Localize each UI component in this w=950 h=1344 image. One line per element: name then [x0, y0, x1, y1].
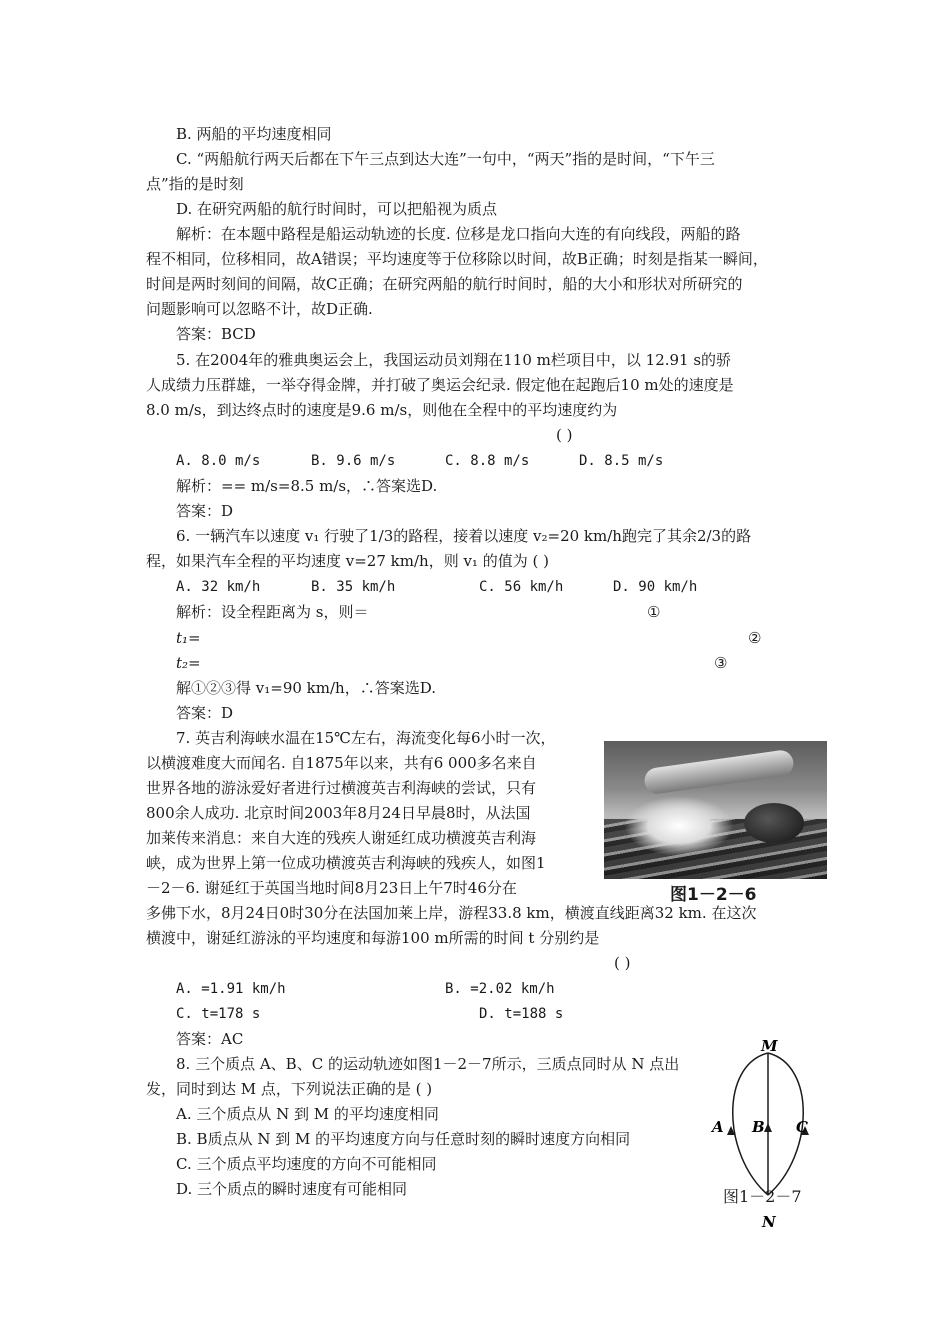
water-splash: [624, 796, 734, 856]
question-8-line2: 发，同时到达 M 点，下列说法正确的是 ( ): [146, 1080, 433, 1098]
analysis-q4-line4: 问题影响可以忽略不计，故D正确.: [146, 300, 373, 318]
answer-bracket-q5: ( ): [556, 426, 573, 444]
figure-caption-1-2-6: 图1－2－6: [670, 885, 757, 905]
question-7-line2: 以横渡难度大而闻名. 自1875年以来，共有6 000多名来自: [146, 754, 537, 772]
label-n: N: [762, 1213, 776, 1230]
option-c-q6: C. 56 km/h: [479, 579, 564, 595]
question-7-line4: 800余人成功. 北京时间2003年8月24日早晨8时，从法国: [146, 804, 531, 822]
equation-t1: t₁=: [176, 629, 201, 647]
question-7-line8: 多佛下水，8月24日0时30分在法国加莱上岸，游程33.8 km，横渡直线距离32 km. 在这次: [146, 904, 757, 922]
equation-number-1: ①: [647, 603, 661, 621]
label-c: C: [796, 1118, 808, 1136]
arrow-b: [764, 1123, 772, 1132]
label-a: A: [712, 1118, 724, 1136]
equation-number-3: ③: [714, 654, 728, 672]
option-b-q4: B. 两船的平均速度相同: [176, 125, 332, 143]
question-5: 5. 在2004年的雅典奥运会上，我国运动员刘翔在110 m栏项目中，以 12.91 s的骄: [176, 351, 732, 369]
question-5-line2: 人成绩力压群雄，一举夺得金牌，并打破了奥运会纪录. 假定他在起跑后10 m处的速度是: [146, 376, 734, 394]
figure-caption-1-2-7: 图1－2－7: [723, 1187, 802, 1206]
option-b-q8: B. B质点从 N 到 M 的平均速度方向与任意时刻的瞬时速度方向相同: [176, 1130, 631, 1148]
answer-q6: 答案：D: [176, 704, 234, 722]
option-a-q7: A. =1.91 km/h: [176, 981, 286, 997]
option-c-q4-cont: 点”指的是时刻: [146, 175, 244, 193]
label-m: M: [761, 1037, 778, 1055]
equation-number-2: ②: [748, 629, 762, 647]
option-d-q7: D. t=188 s: [479, 1006, 564, 1022]
question-6-line2: 程，如果汽车全程的平均速度 v=27 km/h，则 v₁ 的值为 ( ): [146, 552, 549, 570]
answer-q5: 答案：D: [176, 502, 234, 520]
analysis-q4-line3: 时间是两时刻间的间隔，故C正确；在研究两船的航行时间时，船的大小和形状对所研究的: [146, 275, 743, 293]
solution-q6: 解①②③得 v₁=90 km/h，∴答案选D.: [176, 679, 436, 697]
option-d-q6: D. 90 km/h: [613, 579, 698, 595]
question-7-line6: 峡，成为世界上第一位成功横渡英吉利海峡的残疾人，如图1: [146, 854, 546, 872]
answer-q4: 答案：BCD: [176, 325, 256, 343]
option-b-q6: B. 35 km/h: [311, 579, 396, 595]
question-6: 6. 一辆汽车以速度 v₁ 行驶了1/3的路程，接着以速度 v₂=20 km/h跑完了其余2/3的路: [176, 527, 752, 545]
analysis-q4: 解析：在本题中路程是船运动轨迹的长度. 位移是龙口指向大连的有向线段，两船的路: [176, 225, 741, 243]
question-7-line7: －2－6. 谢延红于英国当地时间8月23日上午7时46分在: [146, 879, 517, 897]
answer-bracket-q7: ( ): [614, 954, 631, 972]
label-b: B: [752, 1118, 765, 1136]
analysis-q4-line2: 程不相同，位移相同，故A错误；平均速度等于位移除以时间，故B正确；时刻是指某一瞬间，: [146, 250, 768, 268]
swimmer-photo: [604, 741, 827, 879]
option-d-q4: D. 在研究两船的航行时间时，可以把船视为质点: [176, 200, 498, 218]
question-5-line3: 8.0 m/s，到达终点时的速度是9.6 m/s，则他在全程中的平均速度约为: [146, 401, 618, 419]
option-b-q7: B. =2.02 km/h: [445, 981, 555, 997]
option-d-q8: D. 三个质点的瞬时速度有可能相同: [176, 1180, 408, 1198]
question-7-line3: 世界各地的游泳爱好者进行过横渡英吉利海峡的尝试，只有: [146, 779, 537, 797]
question-7-line5: 加莱传来消息：来自大连的残疾人谢延红成功横渡英吉利海: [146, 829, 537, 847]
swimmer-arm: [643, 749, 795, 796]
option-c-q5: C. 8.8 m/s: [445, 453, 530, 469]
analysis-q5: 解析：== m/s=8.5 m/s，∴答案选D.: [176, 477, 438, 495]
equation-t2: t₂=: [176, 654, 201, 672]
option-a-q8: A. 三个质点从 N 到 M 的平均速度相同: [176, 1105, 439, 1123]
swimmer-head: [744, 803, 804, 843]
question-8: 8. 三个质点 A、B、C 的运动轨迹如图1－2－7所示，三质点同时从 N 点出: [176, 1055, 680, 1073]
option-c-q8: C. 三个质点平均速度的方向不可能相同: [176, 1155, 437, 1173]
option-c-q4: C. “两船航行两天后都在下午三点到达大连”一句中，“两天”指的是时间，“下午三: [176, 150, 715, 168]
option-c-q7: C. t=178 s: [176, 1006, 261, 1022]
question-7: 7. 英吉利海峡水温在15℃左右，海流变化每6小时一次，: [176, 729, 556, 747]
question-7-line9: 横渡中，谢延红游泳的平均速度和每游100 m所需的时间 t 分别约是: [146, 929, 600, 947]
option-d-q5: D. 8.5 m/s: [579, 453, 664, 469]
option-b-q5: B. 9.6 m/s: [311, 453, 396, 469]
analysis-q6: 解析：设全程距离为 s，则＝: [176, 603, 369, 621]
answer-q7: 答案：AC: [176, 1030, 244, 1048]
option-a-q6: A. 32 km/h: [176, 579, 261, 595]
option-a-q5: A. 8.0 m/s: [176, 453, 261, 469]
